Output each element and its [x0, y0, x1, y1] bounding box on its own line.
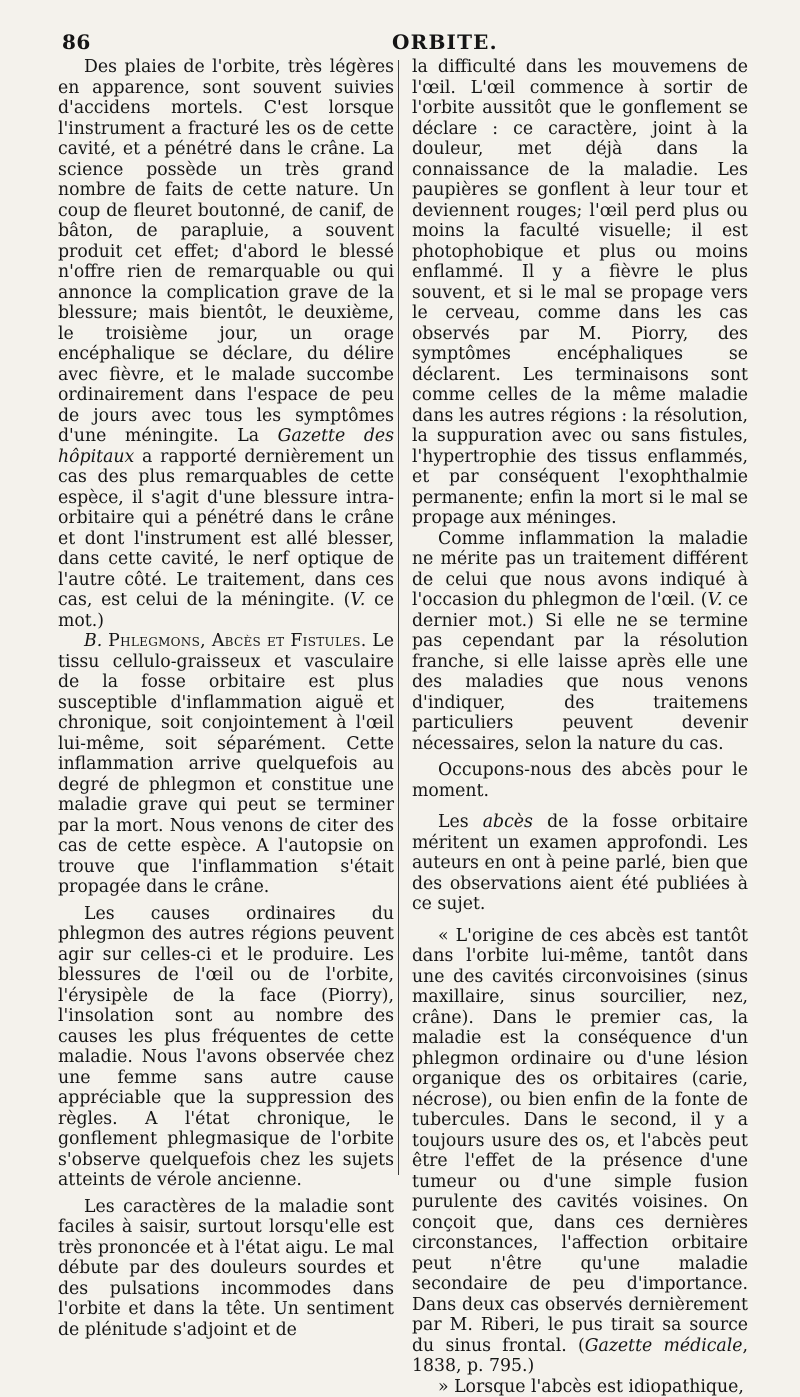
paragraph-causes: Les causes ordinaires du phlegmon des autres régions peuvent agir sur celles-ci et le produire. Les blessures de l'œil ou de l'orbite, l'érysipèle de la face (Piorry), l'insolation sont au nombre des causes les plus fréquentes de cette maladie. Nous l'avons observée chez une femme sans autre cause appréciable que la suppression des règles. A l'état chronique, le gonflement phlegmasique de l'orbite s'observe quelquefois chez les sujets atteints de vérole ancienne. — [58, 904, 394, 1191]
paragraph-origine: « L'origine de ces abcès est tantôt dans l'orbite lui-même, tantôt dans une des cavités circonvoisines (sinus maxillaire, sinus sourcilier, nez, crâne). Dans le premier cas, la maladie est la conséquence d'un phlegmon ordinaire ou d'une lésion organique des os orbitaires (carie, nécrose), ou bien enfin de la fonte de tubercules. Dans le second, il y a toujours usure des os, et l'abcès peut être l'effet de la présence d'une tumeur ou d'une simple fusion purulente des cavités voisines. On conçoit que, dans ces dernières circonstances, l'affection orbitaire peut n'être qu'une maladie secondaire de peu d'importance. Dans deux cas observés dernièrement par M. Riberi, le pus tirait sa source du sinus frontal. (Gazette médicale, 1838, p. 795.) — [412, 926, 748, 1377]
paragraph-occupons: Occupons-nous des abcès pour le moment. — [412, 760, 748, 801]
page-header — [62, 22, 780, 56]
column-divider — [398, 60, 399, 1175]
paragraph-idiopathique: » Lorsque l'abcès est idiopathique, — [412, 1377, 748, 1397]
paragraph-phlegmons: B. Phlegmons, Abcès et Fistules. Le tissu cellulo-graisseux et vasculaire de la fosse orbitaire est plus susceptible d'inflammation aiguë et chronique, soit conjointement à l'œil lui-même, soit séparément. Cette inflammation arrive quelquefois au degré de phlegmon et constitue une maladie grave qui peut se terminer par la mort. Nous venons de citer des cas de cette espèce. A l'autopsie on trouve que l'inflammation s'était propagée dans le crâne. — [58, 631, 394, 898]
paragraph-plaies: Des plaies de l'orbite, très légères en apparence, sont souvent suivies d'accidens mortels. C'est lorsque l'instrument a fracturé les os de cette cavité, et a pénétré dans le crâne. La science possède un très grand nombre de faits de cette nature. Un coup de fleuret boutonné, de canif, de bâton, de parapluie, a souvent produit cet effet; d'abord le blessé n'offre rien de remarquable ou qui annonce la complication grave de la blessure; mais bientôt, le deuxième, le troisième jour, un orage encéphalique se déclare, du délire avec fièvre, et le malade succombe ordinairement dans l'espace de peu de jours avec tous les symptômes d'une méningite. La Gazette des hôpitaux a rapporté dernièrement un cas des plus remarquables de cette espèce, il s'agit d'une blessure intra-orbitaire qui a pénétré dans le crâne et dont l'instrument est allé blesser, dans cette cavité, le nerf optique de l'autre côté. Le traitement, dans ces cas, est celui de la méningite. (V. ce mot.) — [58, 57, 394, 631]
right-column — [412, 57, 748, 1397]
paragraph-traitement: Comme inflammation la maladie ne mérite pas un traitement différent de celui que nous avons indiqué à l'occasion du phlegmon de l'œil. (V. ce dernier mot.) Si elle ne se termine pas cependant par la résolution franche, si elle laisse après elle une des maladies que nous venons d'indiquer, des traitemens particuliers peuvent devenir nécessaires, selon la nature du cas. — [412, 529, 748, 755]
running-title: ORBITE. — [392, 30, 498, 54]
page-number: 86 — [62, 30, 91, 54]
paragraph-caracteres: Les caractères de la maladie sont faciles à saisir, surtout lorsqu'elle est très prononcée et à l'état aigu. Le mal débute par des douleurs sourdes et des pulsations incommodes dans l'orbite et dans la tête. Un sentiment de plénitude s'adjoint et de — [58, 1197, 394, 1341]
left-column — [58, 57, 394, 1340]
paragraph-continuation: la difficulté dans les mouvemens de l'œil. L'œil commence à sortir de l'orbite aussitôt que le gonflement se déclare : ce caractère, joint à la douleur, met déjà dans la connaissance de la maladie. Les paupières se gonflent à leur tour et deviennent rouges; l'œil perd plus ou moins la faculté visuelle; il est photophobique et plus ou moins enflammé. Il y a fièvre le plus souvent, et si le mal se propage vers le cerveau, comme dans les cas observés par M. Piorry, des symptômes encéphaliques se déclarent. Les terminaisons sont comme celles de la même maladie dans les autres régions : la résolution, la suppuration avec ou sans fistules, l'hypertrophie des tissus enflammés, et par conséquent l'exophthalmie permanente; enfin la mort si le mal se propage aux méninges. — [412, 57, 748, 529]
paragraph-abces: Les abcès de la fosse orbitaire méritent un examen approfondi. Les auteurs en ont à peine parlé, bien que des observations aient été publiées à ce sujet. — [412, 812, 748, 915]
